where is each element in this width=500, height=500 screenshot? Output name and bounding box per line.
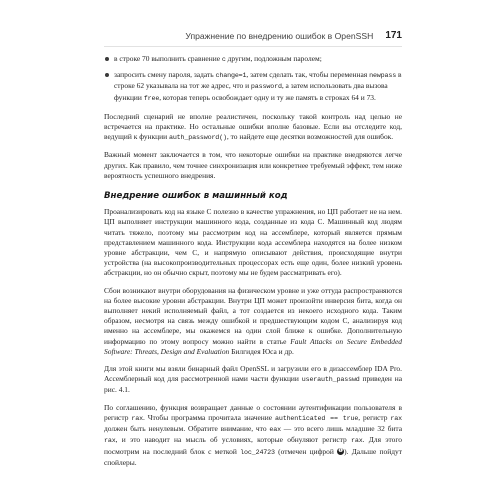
section-title: Внедрение ошибок в машинный код xyxy=(104,191,288,202)
text-run: Билгидея Юса и др. xyxy=(229,346,294,356)
code-span: free xyxy=(143,94,160,103)
list-item xyxy=(104,54,402,65)
text-run: должен быть ненулевым. Обратите внимание, что xyxy=(104,424,270,434)
paragraph xyxy=(104,112,402,144)
bullet-list xyxy=(104,54,402,104)
code-span: с xyxy=(221,56,226,64)
bullet-icon xyxy=(105,57,109,61)
text-run: , затем сделать так, чтобы переменная xyxy=(246,70,370,80)
text-run: запросить смену пароля, задать xyxy=(114,70,216,80)
text-run: . Чтобы программа прочитала значение xyxy=(142,412,275,422)
callout-number-icon: ❶ xyxy=(338,448,344,455)
paragraph xyxy=(104,286,402,357)
code-span: newpass xyxy=(369,72,397,81)
code-span: change=1 xyxy=(215,72,247,81)
text-run: . Для этого посмотрим на последний блок с меткой xyxy=(104,435,402,456)
text-run: в строке 62 указывала на тот же адрес, что и xyxy=(114,70,402,91)
text-run: приведен на рис. 4.1. xyxy=(104,374,402,395)
text-run: , то найдете еще десятки возможностей для ошибок. xyxy=(226,132,394,142)
code-span: rax xyxy=(351,437,363,446)
code-span: rax xyxy=(131,414,143,423)
code-span: password xyxy=(250,83,282,92)
text-run: — это всего лишь младшие 32 бита xyxy=(280,424,402,434)
paragraph: Важный момент заключается в том, что некоторые ошибки на практике внедряются легче других. Как правило, чем точнее синхронизация или конкретнее требуемый эффект, тем ниже вероятность успешного внедрения. xyxy=(104,150,402,180)
page-number: 171 xyxy=(385,30,402,41)
text-run: По соглашению, функция возвращает данные о состоянии аутентификации пользователя в регистр xyxy=(104,402,402,422)
code-span: rax xyxy=(390,414,402,423)
list-item xyxy=(104,70,402,104)
page-header xyxy=(104,28,402,47)
code-span: authenticated == true xyxy=(274,414,359,423)
page-body xyxy=(104,54,402,475)
text-run: (отмечен цифрой xyxy=(274,446,338,456)
code-span: rax xyxy=(104,437,116,446)
text-run: Последний сценарий не вполне реалистичен, поскольку такой контроль над целью не встречается на практике. Но остальные ошибки вполне базовые. Если вы отследите код, ведущий к функции xyxy=(104,111,402,142)
code-span: auth_password() xyxy=(168,134,227,143)
code-span: userauth_passwd xyxy=(301,376,360,385)
text-run: в строке 70 выполнить сравнение xyxy=(114,54,222,63)
citation-title: Fault Attacks on Secure Embedded Software: Threats, Design and Evaluation xyxy=(104,336,402,356)
paragraph xyxy=(104,403,402,468)
paragraph xyxy=(104,364,402,396)
text-run: ). Дальше пойдут спойлеры. xyxy=(104,446,402,467)
code-span: loc_24723 xyxy=(240,448,275,457)
bullet-icon xyxy=(105,73,109,77)
running-title: Упражнение по внедрению ошибок в OpenSSH xyxy=(185,30,374,41)
code-span: eax xyxy=(269,426,281,435)
text-run: другим, подложным паролем; xyxy=(225,54,322,63)
text-run: Для этой книги мы взяли бинарный файл OpenSSL и загрузили его в дизассемблер IDA Pro. Ассемблерный код для рассмотренной нами части функции xyxy=(104,364,402,384)
text-run: Сбои возникают внутри оборудования на физическом уровне и уже оттуда распространяются на более высокие уровни абстракции. Внутри ЦП может произойти инверсия бита, когда он выполняет некий исполняемый файл, а тот создается из некоего исходного кода. Таким образом, несмотря на связь между ошибкой и предшествующим кодом C, анализируя код именно на ассемблере, мы окажемся на один слой ближе к ошибке. Дополнительную информацию по этому вопросу можно найти в статье xyxy=(104,285,402,346)
text-run: , регистр xyxy=(358,412,391,422)
text-run: , и это наводит на мысль об условиях, которые обнуляют регистр xyxy=(115,435,352,445)
text-run: , которая теперь освобождает одну и ту же память в строках 64 и 73. xyxy=(159,92,376,102)
paragraph: Проанализировать код на языке C полезно в качестве упражнения, но ЦП работает не на нем. ЦП выполняет инструкции машинного кода, созданные из кода C. Машинный код людям читать тяжело, поэтому мы рассмотрим код на ассемблере, который является прямым представлением машинного кода. Инструкции кода ассемблера находятся на более низком уровне абстракции, чем C, и напрямую описывают действия, происходящие внутри устройства (на высокопроизводительных процессорах есть еще один, более низкий уровень абстракции, но он обычно скрыт, поэтому мы не будем рассматривать его). xyxy=(104,207,402,278)
text-run: , а затем использовать два вызова функции xyxy=(114,81,388,102)
